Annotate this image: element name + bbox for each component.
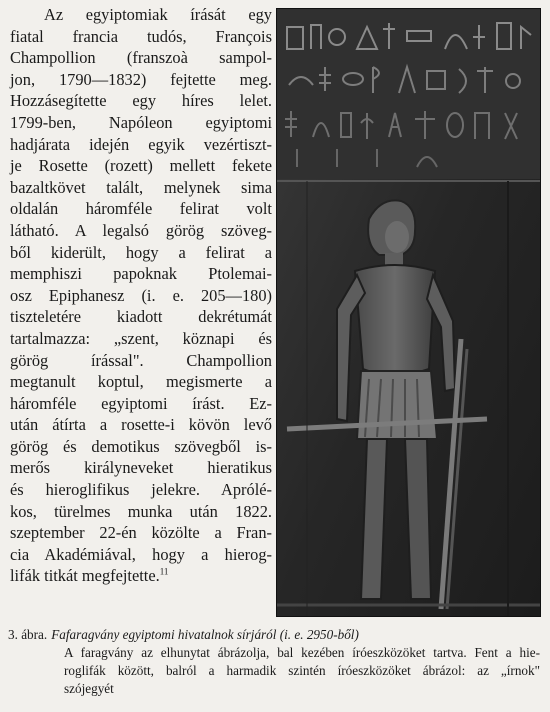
text-line: kos, türelmes munka után 1822. — [10, 501, 272, 521]
text-line: oldalán háromféle felirat volt — [10, 199, 272, 219]
text-line-content: lifák titkát megfejtette. — [10, 566, 160, 586]
text-line: memphiszi papoknak Ptolemai- — [10, 264, 272, 284]
text-line: megtanult koptul, megismerte a — [10, 372, 272, 392]
text-line: jon, 1790—1832) fejtette meg. — [10, 69, 272, 89]
text-line: tiszteletére kiadott dekrétumát — [10, 307, 272, 327]
text-line: után átírta a rosette-i kövön levő — [10, 415, 272, 435]
caption-line: roglifák között, balról a harmadik szintén íróeszközöket ábrázol: az „írnok" — [64, 663, 540, 678]
caption-body — [8, 644, 540, 698]
relief-image — [277, 9, 540, 616]
relief-photo — [276, 8, 541, 617]
text-line: látható. A legalsó görög szöveg- — [10, 220, 272, 240]
text-line: Hozzásegítette egy híres lelet. — [10, 91, 272, 111]
text-line: Az egyiptomiak írását egy — [44, 5, 272, 24]
figure-caption — [8, 626, 540, 698]
text-line: bazaltkövet talált, melynek sima — [10, 177, 272, 197]
text-line: osz Epiphanesz (i. e. 205—180) — [10, 285, 272, 305]
text-line: szeptember 22-én közölte a Fran- — [10, 523, 272, 543]
text-line: merős királyneveket hieratikus — [10, 458, 272, 478]
text-line: je Rosette (rozett) mellett fekete — [10, 156, 272, 176]
text-line: és hieroglifikus jelekre. Aprólé- — [10, 480, 272, 500]
text-line: hadjárata idején egyik vezértiszt- — [10, 134, 272, 154]
footnote-marker: 11 — [159, 566, 169, 577]
text-line: cia Akadémiával, hogy a hierog- — [10, 544, 272, 564]
caption-title: Fafaragvány egyiptomi hivatalnok sírjáról (i. e. 2950-ből) — [51, 627, 359, 642]
main-text-column — [10, 4, 272, 587]
text-line-last — [10, 565, 272, 587]
text-line: görög írással". Champollion — [10, 350, 272, 370]
caption-line: szójegyét — [64, 681, 114, 696]
text-line: háromféle egyiptomi írást. Ez- — [10, 393, 272, 413]
caption-number: 3. ábra. — [8, 627, 48, 642]
caption-heading — [8, 626, 540, 644]
text-line: görög és demotikus szövegből is- — [10, 436, 272, 456]
text-line: Champollion (franszoà sampol- — [10, 48, 272, 68]
caption-line: A faragvány az elhunytat ábrázolja, bal kezében íróeszközöket tartva. Fent a hie- — [64, 645, 540, 660]
text-line: ből kiderült, hogy a felirat a — [10, 242, 272, 262]
text-line: fiatal francia tudós, François — [10, 26, 272, 46]
text-line: 1799-ben, Napóleon egyiptomi — [10, 112, 272, 132]
text-line: tartalmazza: „szent, köznapi és — [10, 328, 272, 348]
